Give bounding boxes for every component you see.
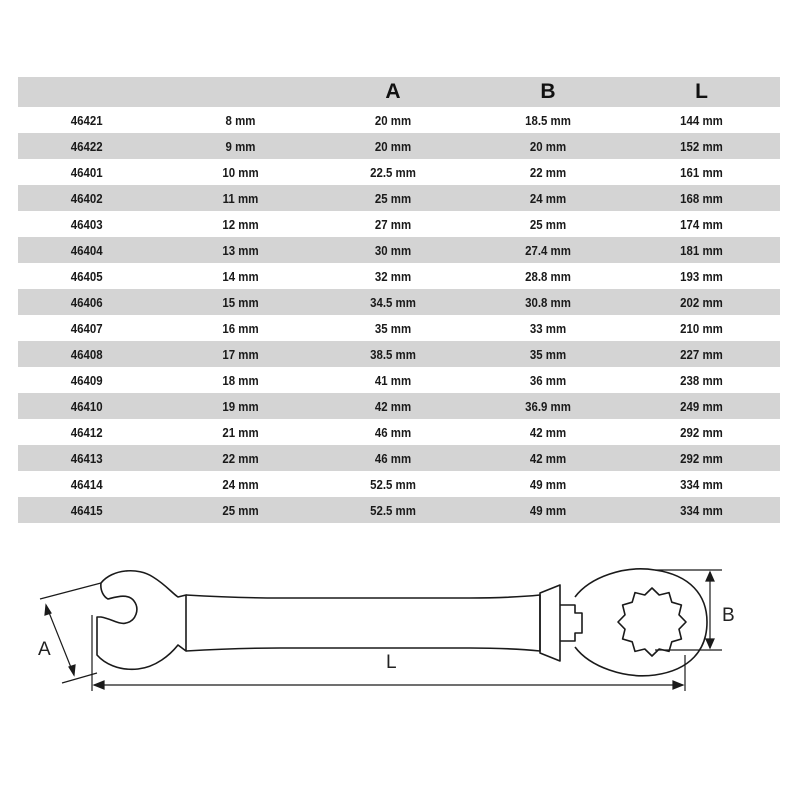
cell-code: 46415	[70, 502, 103, 518]
cell-b: 20 mm	[529, 138, 567, 154]
cell-b: 33 mm	[529, 320, 567, 336]
cell-b: 18.5 mm	[525, 112, 571, 128]
cell-size: 10 mm	[222, 164, 259, 180]
cell-code: 46405	[70, 268, 103, 284]
dim-a-arrow-top	[45, 605, 51, 615]
cell-a: 22.5 mm	[370, 164, 416, 180]
table-row	[18, 237, 780, 263]
cell-a: 20 mm	[374, 138, 412, 154]
cell-code: 46401	[70, 164, 103, 180]
table-body	[18, 107, 780, 523]
dim-b-arrow-bottom	[706, 639, 714, 648]
cell-l: 249 mm	[680, 398, 723, 414]
cell-size: 13 mm	[222, 242, 259, 258]
table-row	[18, 419, 780, 445]
dim-b-arrow-top	[706, 572, 714, 581]
table-row	[18, 289, 780, 315]
cell-a: 46 mm	[374, 424, 412, 440]
cell-b: 25 mm	[529, 216, 567, 232]
cell-a: 32 mm	[374, 268, 412, 284]
header-code	[18, 77, 168, 107]
cell-a: 20 mm	[374, 112, 412, 128]
dim-a-arrow-bottom	[69, 665, 75, 675]
cell-l: 227 mm	[680, 346, 723, 362]
cell-b: 42 mm	[529, 450, 567, 466]
ring-12point-outline	[618, 588, 686, 656]
cell-size: 19 mm	[222, 398, 259, 414]
wrench-ring-12point	[618, 588, 686, 656]
cell-b: 24 mm	[529, 190, 567, 206]
table-row	[18, 445, 780, 471]
cell-size: 18 mm	[222, 372, 259, 388]
cell-l: 334 mm	[680, 502, 723, 518]
cell-size: 15 mm	[222, 294, 259, 310]
cell-code: 46402	[70, 190, 103, 206]
cell-size: 24 mm	[222, 476, 259, 492]
cell-b: 30.8 mm	[525, 294, 571, 310]
cell-code: 46408	[70, 346, 103, 362]
table-row	[18, 471, 780, 497]
table-row	[18, 263, 780, 289]
cell-code: 46403	[70, 216, 103, 232]
table-row	[18, 315, 780, 341]
table-row	[18, 159, 780, 185]
cell-code: 46404	[70, 242, 103, 258]
table-row	[18, 211, 780, 237]
cell-b: 36 mm	[529, 372, 567, 388]
cell-l: 238 mm	[680, 372, 723, 388]
cell-l: 292 mm	[680, 450, 723, 466]
cell-l: 334 mm	[680, 476, 723, 492]
cell-l: 174 mm	[680, 216, 723, 232]
table-row	[18, 367, 780, 393]
cell-b: 42 mm	[529, 424, 567, 440]
dim-a-ext-top	[40, 583, 101, 599]
dim-b-label: B	[722, 605, 735, 626]
cell-l: 181 mm	[680, 242, 723, 258]
spec-table	[18, 77, 780, 523]
table-row	[18, 393, 780, 419]
cell-a: 27 mm	[374, 216, 412, 232]
table-header-row	[18, 77, 780, 107]
cell-size: 22 mm	[222, 450, 259, 466]
cell-code: 46421	[70, 112, 103, 128]
dim-a-label: A	[38, 639, 51, 660]
cell-size: 12 mm	[222, 216, 259, 232]
cell-a: 35 mm	[374, 320, 412, 336]
cell-b: 49 mm	[529, 476, 567, 492]
cell-size: 8 mm	[225, 112, 256, 128]
cell-code: 46410	[70, 398, 103, 414]
table-row	[18, 185, 780, 211]
cell-b: 36.9 mm	[525, 398, 571, 414]
cell-code: 46422	[70, 138, 103, 154]
cell-size: 21 mm	[222, 424, 259, 440]
cell-size: 14 mm	[222, 268, 259, 284]
cell-a: 46 mm	[374, 450, 412, 466]
cell-l: 152 mm	[680, 138, 723, 154]
cell-a: 34.5 mm	[370, 294, 416, 310]
cell-a: 38.5 mm	[370, 346, 416, 362]
cell-l: 193 mm	[680, 268, 723, 284]
table-row	[18, 107, 780, 133]
header-a: A	[385, 80, 401, 103]
cell-b: 22 mm	[529, 164, 567, 180]
cell-size: 9 mm	[225, 138, 256, 154]
header-l: L	[695, 80, 708, 103]
dim-l-label: L	[386, 652, 397, 673]
cell-code: 46414	[70, 476, 103, 492]
cell-l: 168 mm	[680, 190, 723, 206]
cell-l: 292 mm	[680, 424, 723, 440]
wrench-open-end	[97, 571, 186, 670]
cell-b: 28.8 mm	[525, 268, 571, 284]
cell-code: 46406	[70, 294, 103, 310]
header-b: B	[540, 80, 556, 103]
cell-a: 52.5 mm	[370, 476, 416, 492]
cell-a: 25 mm	[374, 190, 412, 206]
cell-code: 46412	[70, 424, 103, 440]
header-size	[168, 77, 313, 107]
cell-size: 25 mm	[222, 502, 259, 518]
cell-b: 35 mm	[529, 346, 567, 362]
cell-code: 46407	[70, 320, 103, 336]
wrench-ring-head	[575, 569, 707, 676]
dim-l-arrow-right	[673, 681, 683, 689]
table-row	[18, 341, 780, 367]
cell-l: 161 mm	[680, 164, 723, 180]
cell-code: 46413	[70, 450, 103, 466]
wrench-diagram	[0, 555, 800, 695]
dim-l-arrow-left	[94, 681, 104, 689]
cell-l: 144 mm	[680, 112, 723, 128]
cell-code: 46409	[70, 372, 103, 388]
table-row	[18, 133, 780, 159]
cell-b: 27.4 mm	[525, 242, 571, 258]
cell-b: 49 mm	[529, 502, 567, 518]
cell-a: 30 mm	[374, 242, 412, 258]
table-row	[18, 497, 780, 523]
cell-size: 17 mm	[222, 346, 259, 362]
cell-size: 11 mm	[222, 190, 259, 206]
wrench-handle	[186, 595, 540, 651]
cell-l: 202 mm	[680, 294, 723, 310]
cell-a: 42 mm	[374, 398, 412, 414]
cell-a: 52.5 mm	[370, 502, 416, 518]
cell-size: 16 mm	[222, 320, 259, 336]
cell-l: 210 mm	[680, 320, 723, 336]
cell-a: 41 mm	[374, 372, 412, 388]
